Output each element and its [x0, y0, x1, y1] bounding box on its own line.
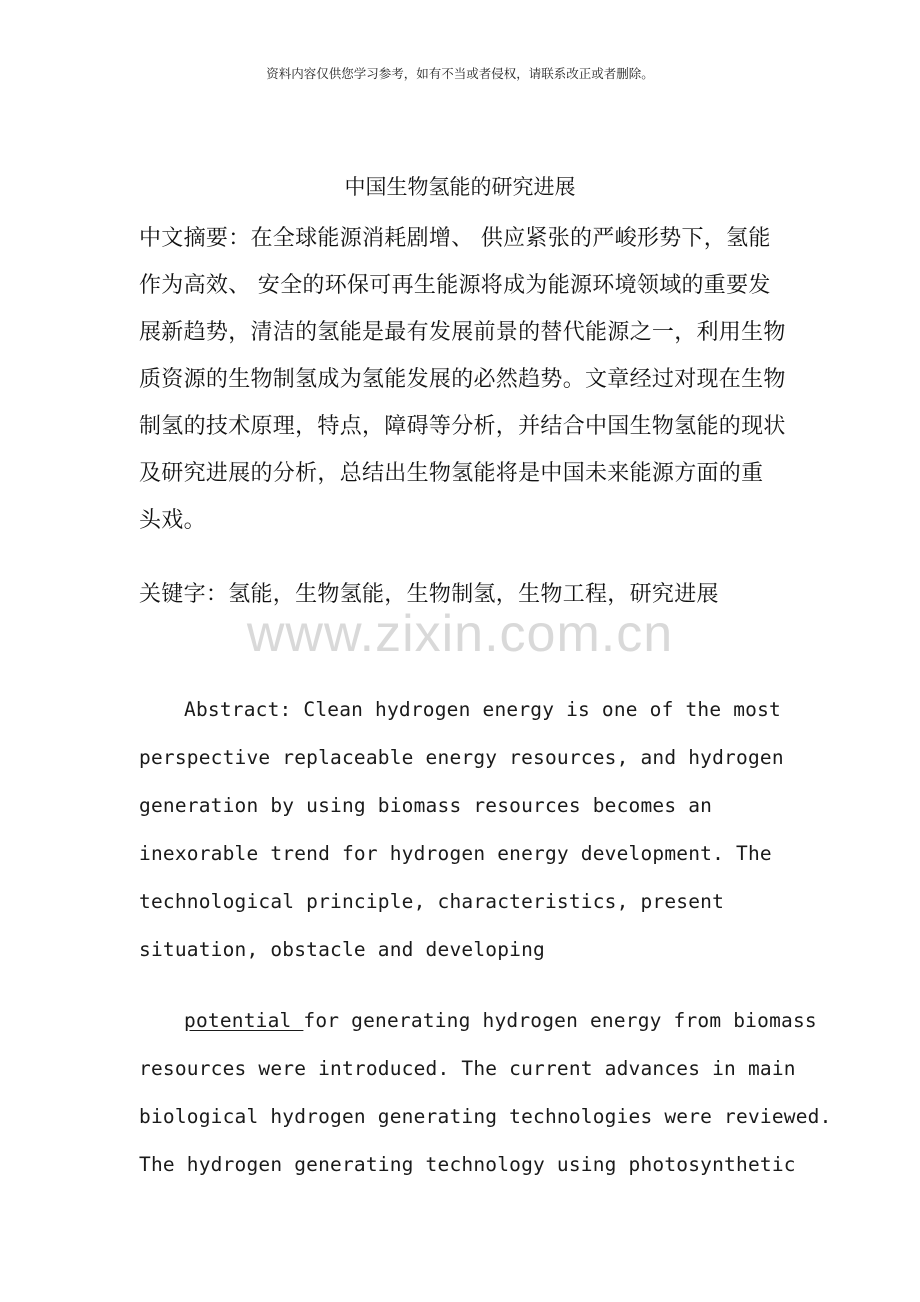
disclaimer-header: 资料内容仅供您学习参考，如有不当或者侵权，请联系改正或者删除。	[266, 66, 654, 81]
abstract-cn-line: 制氢的技术原理，特点，障碍等分析，并结合中国生物氢能的现状	[139, 414, 786, 439]
abstract-en-line: The hydrogen generating technology using photosynthetic	[139, 1153, 796, 1176]
abstract-en-line: perspective replaceable energy resources, and hydrogen	[139, 746, 784, 769]
abstract-en-para2-first-line	[184, 1009, 817, 1032]
abstract-en-line: generation by using biomass resources becomes an	[139, 794, 713, 817]
abstract-cn-line: 作为高效、 安全的环保可再生能源将成为能源环境领域的重要发	[139, 273, 771, 298]
abstract-en-line: situation, obstacle and developing	[139, 938, 545, 961]
watermark: www.zixin.com.cn	[246, 605, 674, 663]
abstract-cn-line: 展新趋势，清洁的氢能是最有发展前景的替代能源之一，利用生物	[139, 320, 786, 345]
abstract-en-line: technological principle, characteristics, present	[139, 890, 725, 913]
abstract-en-line: biological hydrogen generating technologies were reviewed.	[139, 1105, 832, 1128]
document-title: 中国生物氢能的研究进展	[344, 175, 576, 199]
abstract-cn-line: 头戏。	[139, 508, 206, 533]
abstract-en-line: resources were introduced. The current advances in main	[139, 1057, 796, 1080]
abstract-cn-line: 中文摘要：在全球能源消耗剧增、 供应紧张的严峻形势下，氢能	[139, 226, 771, 251]
abstract-cn-line: 及研究进展的分析，总结出生物氢能将是中国未来能源方面的重	[139, 461, 764, 486]
first-line-rest: for generating hydrogen energy from biomass	[303, 1009, 817, 1032]
abstract-cn-line: 质资源的生物制氢成为氢能发展的必然趋势。文章经过对现在生物	[139, 367, 786, 392]
abstract-en-line: inexorable trend for hydrogen energy development. The	[139, 842, 772, 865]
abstract-en-line: Abstract: Clean hydrogen energy is one of the most	[184, 698, 781, 721]
keywords-line: 关键字：氢能，生物氢能，生物制氢，生物工程，研究进展	[139, 582, 719, 607]
underlined-word: potential	[184, 1009, 304, 1032]
